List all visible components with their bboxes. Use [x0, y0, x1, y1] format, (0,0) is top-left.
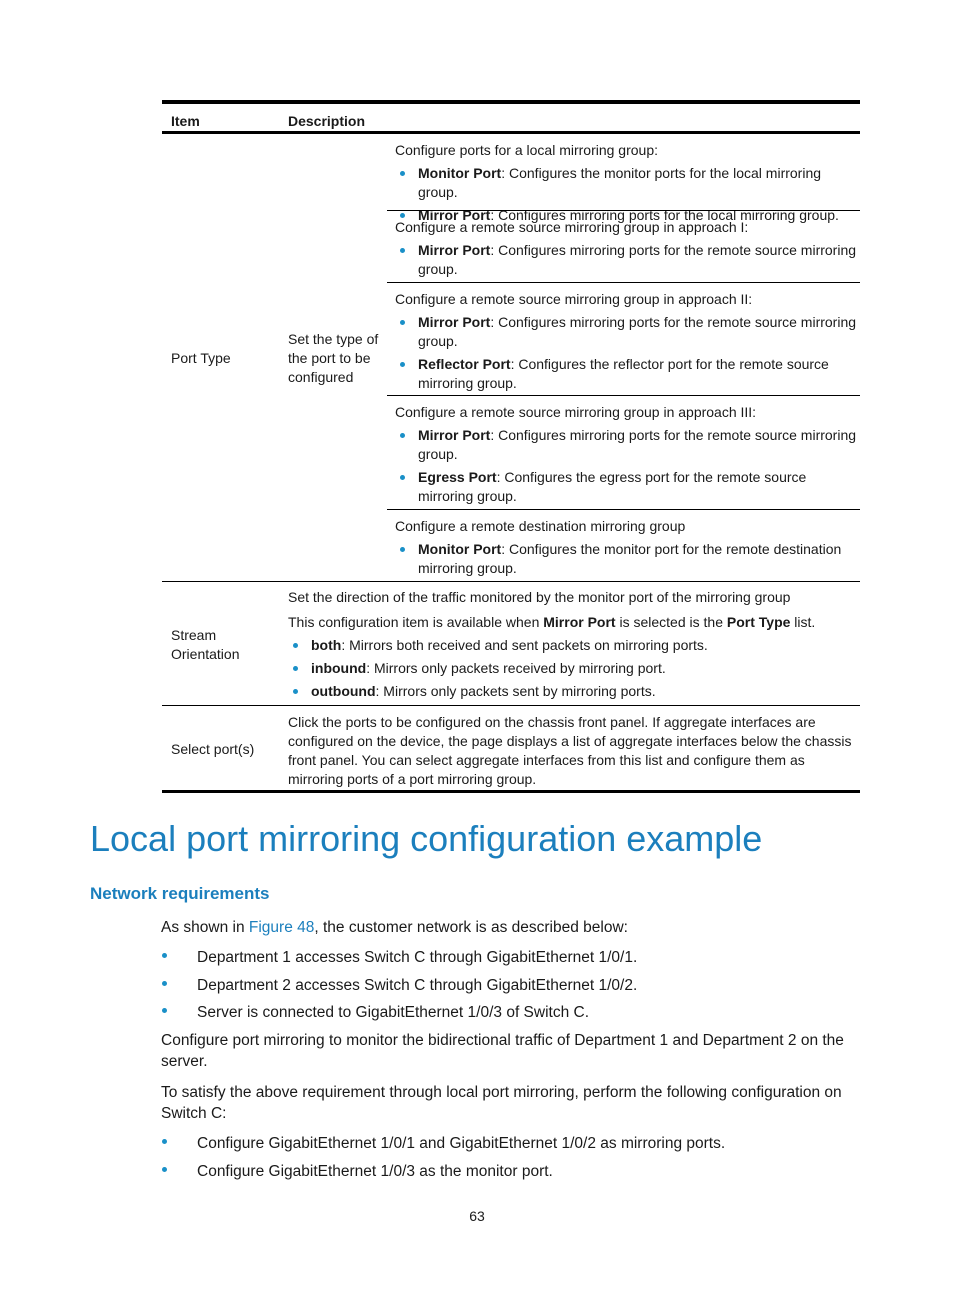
- list-item: Configure GigabitEthernet 1/0/1 and GigabitEthernet 1/0/2 as mirroring ports.: [161, 1130, 863, 1158]
- subgroup-intro: Configure a remote destination mirroring group: [395, 518, 686, 534]
- list-item: Reflector Port: Configures the reflector port for the remote source mirroring group.: [395, 355, 860, 393]
- section-heading: Local port mirroring configuration example: [90, 818, 763, 859]
- subgroup-remote-source-iii: [387, 395, 860, 509]
- list-item: Department 1 accesses Switch C through GigabitEthernet 1/0/1.: [161, 944, 863, 972]
- list-item: Configure GigabitEthernet 1/0/3 as the monitor port.: [161, 1158, 863, 1186]
- table-row-select-ports: [162, 705, 860, 790]
- header-item: Item: [171, 113, 200, 129]
- list-item: Mirror Port: Configures mirroring ports for the remote source mirroring group.: [395, 313, 860, 351]
- list-item: Mirror Port: Configures mirroring ports for the remote source mirroring group.: [395, 426, 860, 464]
- table-header: [162, 104, 860, 131]
- header-description: Description: [288, 113, 366, 129]
- stream-line2: This configuration item is available when Mirror Port is selected is the Port Type list.: [288, 614, 816, 630]
- subgroup-remote-destination: [387, 509, 860, 581]
- table-row-stream-orientation: [162, 581, 860, 705]
- table-bottom-rule: [162, 790, 860, 793]
- list-item: Egress Port: Configures the egress port for the remote source mirroring group.: [395, 468, 860, 506]
- subgroup-intro: Configure a remote source mirroring group in approach II:: [395, 291, 753, 307]
- item-select-ports: Select port(s): [171, 741, 255, 757]
- list-item: Monitor Port: Configures the monitor port for the remote destination mirroring group.: [395, 540, 860, 578]
- subgroup-remote-source-ii: [387, 282, 860, 395]
- desc-port-type: Set the type of the port to be configured: [288, 331, 379, 385]
- list-item: Server is connected to GigabitEthernet 1/0/3 of Switch C.: [161, 999, 863, 1027]
- item-port-type: Port Type: [171, 350, 231, 366]
- table-row-port-type: [162, 133, 860, 581]
- requirements-list: [161, 944, 863, 1027]
- list-item: Mirror Port: Configures mirroring ports for the remote source mirroring group.: [395, 241, 860, 279]
- figure-link[interactable]: Figure 48: [248, 919, 315, 936]
- desc-stream-orientation: [288, 588, 856, 705]
- subgroup-local: [387, 134, 860, 223]
- subgroup-intro: Configure ports for a local mirroring group:: [395, 142, 659, 158]
- desc-select-ports: Click the ports to be configured on the chassis front panel. If aggregate interfaces are configured on the device, the page displays a list of aggregate interfaces below the chassis front panel. You can select aggregate interfaces from this list and configure them as mirroring ports of a port mirroring group.: [288, 714, 852, 787]
- subgroup-intro: Configure a remote source mirroring group in approach I:: [395, 219, 749, 235]
- list-item: Department 2 accesses Switch C through GigabitEthernet 1/0/2.: [161, 972, 863, 1000]
- list-item: outbound: Mirrors only packets sent by mirroring ports.: [288, 682, 856, 701]
- item-stream-orientation: Stream Orientation: [171, 627, 240, 662]
- paragraph-configuration: To satisfy the above requirement through local port mirroring, perform the following configuration on Switch C:: [161, 1084, 842, 1122]
- page-number: 63: [469, 1208, 485, 1224]
- intro-paragraph: As shown in Figure 48, the customer network is as described below:: [161, 919, 628, 936]
- subgroup-remote-source-i: [387, 210, 860, 282]
- stream-line1: Set the direction of the traffic monitored by the monitor port of the mirroring group: [288, 589, 791, 605]
- list-item: Monitor Port: Configures the monitor ports for the local mirroring group.: [395, 164, 860, 202]
- subgroup-intro: Configure a remote source mirroring group in approach III:: [395, 404, 757, 420]
- configuration-list: [161, 1130, 863, 1186]
- list-item: inbound: Mirrors only packets received by mirroring port.: [288, 659, 856, 678]
- list-item: both: Mirrors both received and sent packets on mirroring ports.: [288, 636, 856, 655]
- subsection-heading: Network requirements: [90, 884, 270, 903]
- paragraph-monitor: Configure port mirroring to monitor the bidirectional traffic of Department 1 and Department 2 on the server.: [161, 1032, 844, 1070]
- parameter-table: [162, 100, 860, 793]
- list-item: Mirror Port: Configures mirroring ports for the local mirroring group.: [395, 206, 860, 225]
